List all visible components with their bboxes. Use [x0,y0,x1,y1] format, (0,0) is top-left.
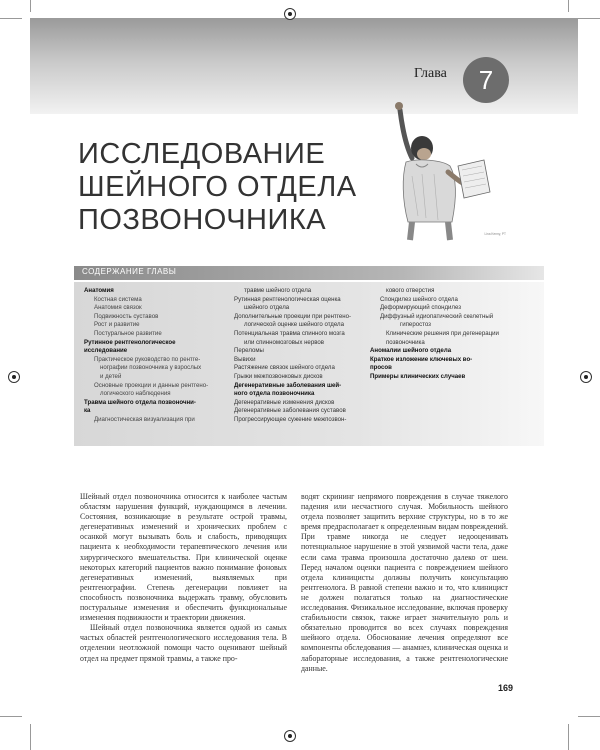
crop-mark [568,0,569,12]
toc-item: Рост и развитие [94,321,140,329]
toc-column-2 [234,287,374,425]
toc-item: Прогрессирующее сужение межпозвон- [234,415,347,423]
toc-item: ного отдела позвоночника [234,390,315,398]
toc-item: Аномалии шейного отдела [370,347,452,355]
crop-mark [0,716,22,717]
crop-mark [30,724,31,750]
toc-item: ка [84,407,91,415]
toc-item: Вывихи [234,355,256,363]
crop-mark [0,18,22,19]
toc-item: травме шейного отдела [244,287,312,294]
toc-item: Краткое изложение ключевых во- [370,355,473,363]
toc-item: Постуральное развитие [94,329,162,337]
registration-mark-top [284,8,296,20]
toc-item: логического наблюдения [100,390,171,398]
toc-item: Практическое руководство по рентге- [94,355,201,363]
toc-item: Диффузный идиопатический скелетный [380,312,494,320]
body-paragraph: водят скрининг непрямого повреждения в случае тяжелого падения или несчастного случая. Мобильность шейного отдела позволяет защитить верхние структуры, но в то же время предрасполагает к определенным видам повреждений. При травме никогда не следует недооценивать потенциальное нарушение в этой уязвимой части тела, даже если сама травма произошла достаточно далеко от шеи. Перед началом оценки пациента с повреждением шейного отдела клиницисты должны получить консультацию рентгенолога. В равной степени важно и то, что клиницист не должен полагаться только на диагностические исследования. Физикальное исследование, включая проверку стабильности связок, также играет значительную роль и обязательно проводится во всех случаях повреждения шейного отдела. Обоснование лечения определяют все компоненты обследования — анамнез, клиническая оценка и лабораторные исследования, а также рентгенологические данные. [301,492,508,673]
toc-item: Потенциальная травма спинного мозга [234,329,345,337]
toc-item: позвоночника [386,338,425,346]
body-column-left [80,492,287,664]
toc-item: Основные проекции и данные рентгено- [94,381,209,389]
toc-item: Подвижность суставов [94,312,159,320]
toc-item: гиперостоз [400,321,431,329]
toc-item: логической оценке шейного отдела [244,321,344,329]
toc-item: Анатомия связок [94,304,142,312]
person-reading-illustration [358,96,518,242]
crop-mark [578,18,600,19]
reading-person-figure [395,102,490,240]
crop-mark [30,0,31,12]
crop-mark [568,724,569,750]
toc-item: Переломы [234,347,264,355]
toc-item: Дегенеративные заболевания суставов [234,407,346,415]
toc-heading: СОДЕРЖАНИЕ ГЛАВЫ [82,267,177,276]
toc-item: Травма шейного отдела позвоночни- [84,398,196,406]
registration-mark-right [580,371,592,383]
toc-item: Спондилез шейного отдела [380,295,458,303]
toc-item: Костная система [94,295,142,303]
illustration-signature: Lina Kenny, PT [484,232,506,236]
title-line: ПОЗВОНОЧНИКА [78,204,327,236]
toc-item: Рутинное рентгенологическое [84,338,176,346]
toc-item: или спинномозговых нервов [244,338,325,346]
toc-item: Деформирующий спондилез [380,304,462,312]
toc-item: кового отверстия [386,287,435,294]
toc-item: исследование [84,347,128,355]
toc-item: Примеры клинических случаев [370,372,466,380]
toc-item: просов [370,364,392,372]
toc-item: Грыжи межпозвонковых дисков [234,372,323,380]
registration-mark-bottom [284,730,296,742]
toc-item: Дегенеративные изменения дисков [234,398,335,406]
toc-item: Анатомия [84,287,114,294]
toc-item: шейного отдела [244,304,290,312]
body-column-right [301,492,508,674]
toc-item: и детей [100,372,122,380]
toc-column-3 [370,287,510,382]
body-paragraph: Шейный отдел позвоночника относится к наиболее частым областям нарушения функций, нуждающимся в лечении. Состояния, возникающие в результате острой травмы, дегенеративных изменений и хронических проблем с осанкой могут вызывать боль и слабость, приводящих пациента к необходимости терапевтического лечения или хирургического вмешательства. При клинической оценке некоторых категорий пациентов важно понимание фоновых дегенеративных изменений, выявляемых при рентгенографии. Степень дегенерации повлияет на способность позвоночника выдержать травму, обусловить постуральные изменения и обеспечить функциональные изменения подвижности и траектории движения. [80,492,287,623]
body-paragraph: Шейный отдел позвоночника является одной из самых частых областей рентгенологического исследования тела. В отделении неотложной помощи часто оценивают шейный отдел на предмет прямой травмы, а также про- [80,623,287,663]
page-number: 169 [498,683,514,693]
toc-item: Диагностическая визуализация при [94,415,195,423]
toc-column-1 [84,287,224,425]
toc-item: нографии позвоночника у взрослых [100,364,202,372]
toc-item: Дегенеративные заболевания шей- [234,381,342,389]
toc-item: Растяжение связок шейного отдела [234,364,335,372]
toc-item: Рутинная рентгенологическая оценка [234,295,341,303]
title-line: ИССЛЕДОВАНИЕ [78,138,326,170]
toc-item: Дополнительные проекции при рентгено- [234,312,352,320]
chapter-title [78,138,357,237]
title-line: ШЕЙНОГО ОТДЕЛА [78,171,357,203]
chapter-label: Глава [414,66,447,81]
toc-item: Клинические решения при дегенерации [386,329,499,337]
chapter-number-badge: 7 [463,57,509,103]
crop-mark [578,716,600,717]
registration-mark-left [8,371,20,383]
